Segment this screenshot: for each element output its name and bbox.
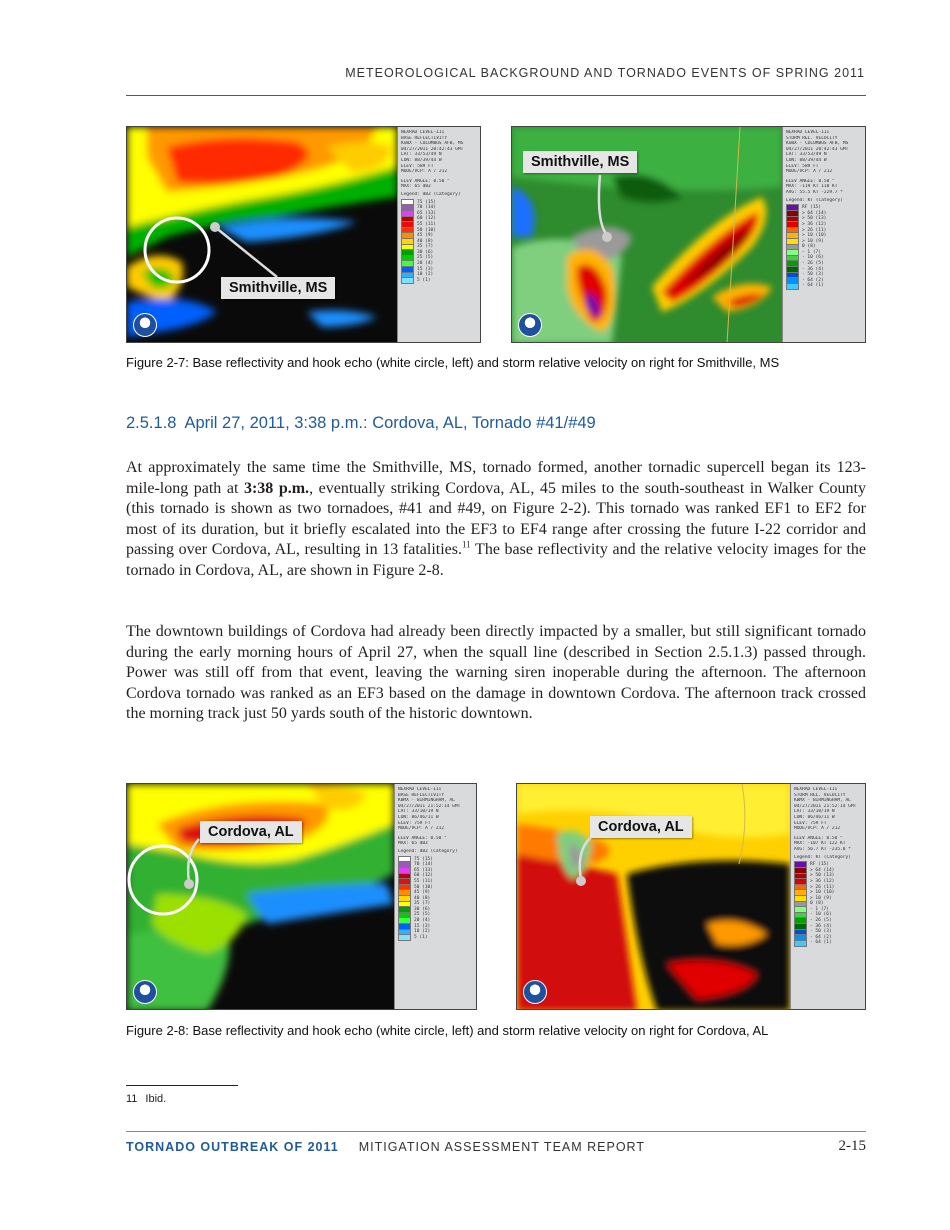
legend-label: 65 (13) [417,210,436,216]
legend-info-line: NEXRAD LEVEL-III [786,130,830,135]
legend-label: 70 (14) [414,862,433,868]
legend-info-line: 04/27/2011 21:52:14 GMT [794,803,857,809]
footer-rule [126,1131,866,1132]
legend-info-line: LON: 88/39/44 W [786,157,827,163]
legend-label: - 10 (6) [810,912,832,918]
legend-label: > 50 (13) [810,873,835,879]
footnote-number: 11 [126,1093,138,1105]
legend-label: > 10 (9) [802,238,824,244]
legend-info-line: ELEV: 589 FT [401,163,434,169]
legend-label: 30 (6) [417,249,434,255]
running-header: METEOROLOGICAL BACKGROUND AND TORNADO EVENTS OF SPRING 2011 [345,66,865,80]
legend-info-line: NEXRAD LEVEL-III [794,787,838,792]
legend-label: 10 (2) [417,272,434,278]
legend-info-line: 04/27/2011 21:52:14 GMT [398,803,461,809]
location-marker [576,876,586,886]
legend-label: - 1 (7) [802,249,821,255]
footer-title-block [126,1140,645,1154]
reflectivity-map [127,127,397,343]
page-number: 2-15 [838,1138,866,1154]
legend-label: 0 (8) [802,244,816,250]
time-bold: 3:38 p.m. [243,479,310,497]
reflectivity-map [127,784,394,1010]
legend-entry [794,940,862,946]
legend-info-line: KBMX - BIRMINGHAM, AL [794,798,851,804]
figure-2-8-velocity-image [516,783,866,1010]
figure-2-7-caption: Figure 2-7: Base reflectivity and hook echo (white circle, left) and storm relative velocity on right for Smithville, MS [126,355,780,370]
footer-report-title: TORNADO OUTBREAK OF 2011 [126,1140,339,1154]
legend-info-line: ELEV ANGLE: 0.50 ° [398,835,447,841]
footnote-text: Ibid. [145,1093,167,1105]
legend-label: - 36 (4) [810,923,832,929]
section-heading [126,414,596,433]
legend-label: 70 (14) [417,205,436,211]
legend-info-line: LON: 86/46/11 W [794,814,835,820]
paragraph-2: The downtown buildings of Cordova had already been directly impacted by a smaller, but still significant tornado during the early morning hours of April 27, when the squall line (described in Section 2.5.1.3) passed through. Power was still off from that event, leaving the warning siren inoperable during the afternoon. The afternoon Cordova tornado was ranked as an EF3 based on the damage in downtown Cordova. The afternoon track crossed the morning track just 50 yards south of the historic downtown. [126,623,866,722]
legend-entry [786,283,862,289]
legend-label: - 64 (2) [802,277,824,283]
legend-info-line: NEXRAD LEVEL-III [398,787,442,792]
legend-swatch [401,277,414,284]
legend-label: 20 (4) [417,261,434,267]
legend-info-line: MODE/VCP: A / 212 [794,826,841,832]
legend-swatch [398,934,411,941]
legend-info-line: LAT: 33/53/49 N [786,152,827,158]
legend-info-line: MODE/VCP: A / 212 [786,169,833,175]
figure-2-7-velocity-image [511,126,866,343]
legend-info-line: MAX: -107 KT 122 KT [794,841,846,847]
legend-label: 50 (10) [414,884,433,890]
paragraph-1-text: At approximately the same time the Smithville, MS, tornado formed, another tornadic supercell began its 123-mile-long path at [126,459,866,497]
legend-label: > 36 (12) [810,878,835,884]
legend-label: > 36 (12) [802,221,827,227]
cordova-callout-right: Cordova, AL [590,816,692,838]
legend-info-line: LAT: 33/10/19 N [398,809,439,815]
legend-label: > 64 (14) [802,210,827,216]
figure-2-8-caption: Figure 2-8: Base reflectivity and hook echo (white circle, left) and storm relative velocity on right for Cordova, AL [126,1023,769,1038]
legend-label: > 50 (13) [802,216,827,222]
legend-label: 10 (2) [414,929,431,935]
legend-info-line: 04/27/2011 20:42:43 GMT [401,146,464,152]
legend-title: Legend: dBZ (Category) [401,191,461,197]
legend-label: RF (15) [802,205,821,211]
legend-title: Legend: KT (Category) [786,197,843,203]
legend-label: 65 (13) [414,867,433,873]
legend-title: Legend: dBZ (Category) [398,848,458,854]
legend-label: 25 (5) [417,255,434,261]
legend-colorbar [401,200,477,284]
legend-info-line: KGWX - COLUMBUS AFB, MS [401,141,464,147]
noaa-logo [523,980,547,1004]
legend-label: 15 (3) [417,266,434,272]
noaa-logo [133,980,157,1004]
legend-label: 35 (7) [414,901,431,907]
legend-label: 40 (8) [417,238,434,244]
legend-label: 25 (5) [414,912,431,918]
legend-label: 35 (7) [417,244,434,250]
legend-label: - 64 (2) [810,934,832,940]
legend-label: - 36 (4) [802,266,824,272]
legend-label: > 10 (9) [810,895,832,901]
legend-label: - 10 (6) [802,255,824,261]
legend-label: 5 (1) [414,934,428,940]
legend-colorbar [794,862,862,946]
legend-info-line: KGWX - COLUMBUS AFB, MS [786,141,849,147]
paragraph-1-text-end: The base reflectivity and the relative velocity images for the tornado in Cordova, AL, are shown in Figure 2-8. [126,541,867,579]
legend-label: - 50 (3) [802,272,824,278]
legend-label: - 26 (5) [802,261,824,267]
legend-swatch [794,940,807,947]
legend-label: 45 (9) [417,233,434,239]
legend-label: 5 (1) [417,277,431,283]
legend-label: > 26 (11) [810,884,835,890]
legend-info-line: STORM REL. VELOCITY [794,792,846,798]
footnote [126,1093,166,1105]
legend-info-line: ELEV ANGLE: 0.50 ° [794,835,843,841]
smithville-callout-right: Smithville, MS [523,151,637,173]
legend-label: 75 (15) [417,199,436,205]
cordova-callout-left: Cordova, AL [200,821,302,843]
legend-label: 55 (11) [414,878,433,884]
legend-label: 55 (11) [417,221,436,227]
legend-label: 15 (3) [414,923,431,929]
footnote-ref[interactable]: 11 [462,539,471,550]
legend-label: 20 (4) [414,918,431,924]
paragraph-1 [126,458,866,581]
legend-label: 60 (12) [414,873,433,879]
paragraph-1-text-cont: , eventually striking Cordova, AL, 45 miles to the south-southeast in Walker County (this tornado is shown as two tornadoes, #41 and #49, on Figure 2-2). This tornado was ranked EF1 to EF2 for most of its duration, but it briefly escalated into the EF3 to EF4 range after crossing the future I-22 corridor and passing over Cordova, AL, resulting in 13 fatalities. [126,479,866,558]
legend-label: - 64 (1) [810,940,832,946]
legend-label: 40 (8) [414,895,431,901]
radar-legend [782,127,865,342]
legend-info-line: ELEV: 759 FT [794,820,827,826]
legend-label: 45 (9) [414,890,431,896]
figure-2-8-reflectivity-image [126,783,477,1010]
legend-info-line: MODE/VCP: A / 212 [401,169,448,175]
legend-label: - 64 (1) [802,283,824,289]
radar-legend [790,784,865,1009]
legend-info-line: MODE/VCP: A / 212 [398,826,445,832]
legend-label: - 50 (3) [810,929,832,935]
legend-label: RF (15) [810,862,829,868]
legend-info-line: LON: 88/39/44 W [401,157,442,163]
noaa-logo [518,313,542,337]
footnote-rule [126,1085,238,1086]
legend-label: > 26 (11) [802,227,827,233]
legend-info-line: STORM REL. VELOCITY [786,135,838,141]
radar-legend [394,784,476,1009]
header-rule [126,95,866,96]
footer-report-subtitle: MITIGATION ASSESSMENT TEAM REPORT [358,1140,645,1154]
legend-label: 50 (10) [417,227,436,233]
legend-label: 75 (15) [414,856,433,862]
radar-legend [397,127,480,342]
legend-label: 60 (12) [417,216,436,222]
legend-label: > 64 (14) [810,867,835,873]
legend-info-line: LON: 86/46/11 W [398,814,439,820]
legend-info-line: BASE REFLECTIVITY [401,135,448,141]
legend-label: > 10 (10) [802,233,827,239]
legend-info-line: LAT: 33/10/19 N [794,809,835,815]
legend-label: - 26 (5) [810,918,832,924]
legend-label: 30 (6) [414,906,431,912]
legend-info-line: 04/27/2011 20:42:43 GMT [786,146,849,152]
legend-label: > 10 (10) [810,890,835,896]
legend-entry [401,278,477,284]
legend-info-line: KBMX - BIRMINGHAM, AL [398,798,455,804]
location-marker [602,232,612,242]
legend-entry [398,935,473,941]
legend-info-line: MAX: -119 KT 110 KT [786,184,838,190]
noaa-logo [133,313,157,337]
legend-info-line: ELEV: 589 FT [786,163,819,169]
figure-2-7-reflectivity-image [126,126,481,343]
legend-info-line: MAX: 65 dBZ [401,184,431,190]
section-title: April 27, 2011, 3:38 p.m.: Cordova, AL, Tornado #41/#49 [184,414,596,432]
legend-info-line: ELEV: 759 FT [398,820,431,826]
legend-label: - 1 (7) [810,906,829,912]
legend-info-line: AVG: 56.7 KT -235.8 * [794,846,851,852]
legend-colorbar [398,857,473,941]
legend-info-line: BASE REFLECTIVITY [398,792,445,798]
legend-colorbar [786,205,862,289]
legend-info-line: MAX: 65 dBZ [398,841,428,847]
legend-info-line: NEXRAD LEVEL-III [401,130,445,135]
smithville-callout-left: Smithville, MS [221,277,335,299]
legend-title: Legend: KT (Category) [794,854,851,860]
location-marker [184,879,194,889]
legend-info-line: ELEV ANGLE: 0.50 ° [401,178,450,184]
legend-swatch [786,283,799,290]
section-number: 2.5.1.8 [126,414,177,432]
location-marker [210,222,220,232]
legend-label: 0 (8) [810,901,824,907]
legend-info-line: LAT: 33/53/49 N [401,152,442,158]
legend-info-line: ELEV ANGLE: 0.50 ° [786,178,835,184]
legend-info-line: AVG: 55.5 KT -229.7 * [786,189,843,195]
